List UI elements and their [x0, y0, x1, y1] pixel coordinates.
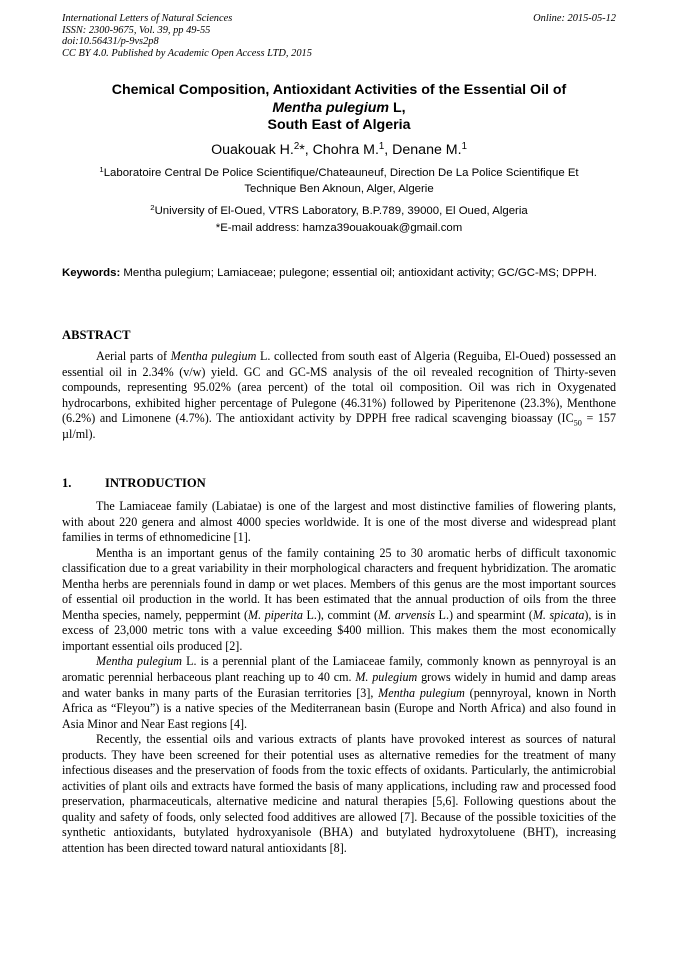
abstract-paragraph: Aerial parts of Mentha pulegium L. collected from south east of Algeria (Reguiba, El-Oued) possessed an essential oil in 2.34% (v/w) yield. GC and GC-MS analysis of the oil revealed recognition of Thirty-seven compounds, representing 95.02% (area percent) of the total oil composition. Oil was rich in Oxygenated hydrocarbons, exhibited higher percentage of Pulegone (46.31%) followed by Piperitenone (23.3%), Menthone (6.2%) and Limonene (4.7%). The antioxidant activity by DPPH free radical scavenging bioassay ($IC_{50} = 157$ µl/ml).	[62, 349, 617, 441]
section-title: INTRODUCTION	[105, 476, 206, 490]
author-1: Ouakouak H.	[211, 142, 294, 158]
abstract-heading: ABSTRACT	[62, 328, 131, 342]
license-line: CC BY 4.0. Published by Academic Open Access LTD, 2015	[62, 47, 312, 59]
affiliation-2-text: University of El-Oued, VTRS Laboratory, B.P.789, 39000, El Oued, Algeria	[154, 205, 528, 217]
paper-title	[62, 82, 616, 135]
affiliation-2-number: 2	[150, 203, 155, 213]
keywords	[62, 266, 616, 281]
author-2: Chohra M.	[312, 142, 379, 158]
author-1-affil: 2	[293, 141, 300, 153]
journal-name: International Letters of Natural Sciences	[62, 13, 233, 24]
ic50-subscript: 50	[573, 418, 582, 428]
affiliation-1	[62, 166, 616, 197]
intro-paragraph-2: Mentha is an important genus of the family containing 25 to 30 aromatic herbs of difficult taxonomic classification due to a great variability in their morphological characters and frequent hybridization. The aromatic Mentha herbs are perennials found in damp or wet places. Members of this genus are the most important sources of essential oil production in the world. It has been estimated that the annual production of oils from the three Mentha species, namely, peppermint (M. piperita L.), commint (M. arvensis L.) and spearmint (M. spicata), is in excess of 23,000 metric tons with a value exceeding $400 million. This makes them the most economically important essential oils produced [2].	[62, 545, 616, 653]
issn-volume: ISSN: 2300-9675, Vol. 39, pp 49-55	[62, 24, 211, 36]
introduction-heading	[62, 476, 616, 491]
keywords-text: Mentha pulegium; Lamiaceae; pulegone; essential oil; antioxidant activity; GC/GC-MS; DPPH.	[120, 267, 597, 279]
affiliation-1-number: 1	[99, 165, 104, 175]
title-line-2	[62, 100, 616, 118]
author-2-affil: 1	[378, 141, 385, 153]
title-species-suffix: L,	[389, 99, 406, 116]
intro-paragraph-4: Recently, the essential oils and various extracts of plants have provoked interest as sources of natural products. They have been screened for their potential uses as alternative remedies for the treatment of many infectious diseases and the preservation of foods from the toxic effects of oxidants. Particularly, the antimicrobial activities of plant oils and extracts have formed the basis of many applications, including raw and processed food preservation, pharmaceuticals, alternative medicine and natural therapies [5,6]. Following questions about the quality and safety of foods, only selected food additives are allowed [7]. Because of the possible toxicities of the synthetic antioxidants, butylated hydroxyanisole (BHA) and butylated hydroxytoluene (BHT), increasing attention has been directed toward natural antioxidants [8].	[62, 732, 616, 856]
affiliation-2	[62, 204, 616, 220]
abstract-body	[62, 349, 616, 442]
running-header	[62, 13, 616, 59]
author-3-affil: 1	[461, 141, 467, 153]
introduction-body	[62, 499, 616, 857]
doi[interactable]: doi:10.56431/p-9vs2p8	[62, 36, 159, 48]
corresponding-mark: *,	[299, 142, 313, 158]
species-name: Mentha pulegium	[170, 349, 257, 363]
author-list	[62, 141, 616, 159]
title-line-1: Chemical Composition, Antioxidant Activities of the Essential Oil of	[111, 82, 567, 98]
title-line-3: South East of Algeria	[267, 117, 411, 133]
intro-paragraph-1: The Lamiaceae family (Labiatae) is one of the largest and most distinctive families of flowering plants, with about 220 genera and almost 4000 species worldwide. It is one of the most diverse and widespread plant families in terms of ethnomedicine [1].	[62, 499, 616, 545]
online-date: Online: 2015-05-12	[533, 13, 616, 24]
intro-paragraph-3: Mentha pulegium L. is a perennial plant of the Lamiaceae family, commonly known as pennyroyal is an aromatic perennial herbaceous plant reaching up to 40 cm. M. pulegium grows widely in humid and damp areas and water banks in many parts of the Eurasian territories [3], Mentha pulegium (pennyroyal, known in North Africa as “Fleyou”) is a native species of the Mediterranean basin (Europe and North Africa) and also found in Asia Minor and Near East regions [4].	[62, 654, 616, 731]
affiliation-1-line-2: Technique Ben Aknoun, Alger, Algerie	[244, 182, 434, 195]
author-separator: ,	[384, 142, 393, 158]
affiliation-1-line-1: Laboratoire Central De Police Scientifique/Chateauneuf, Direction De La Police Scientifique Et	[103, 167, 579, 179]
keywords-label: Keywords:	[62, 267, 121, 279]
section-number: 1.	[62, 476, 72, 490]
title-species: Mentha pulegium	[272, 99, 390, 116]
corresponding-email[interactable]: *E-mail address: hamza39ouakouak@gmail.com	[215, 222, 463, 234]
author-3: Denane M.	[392, 142, 462, 158]
